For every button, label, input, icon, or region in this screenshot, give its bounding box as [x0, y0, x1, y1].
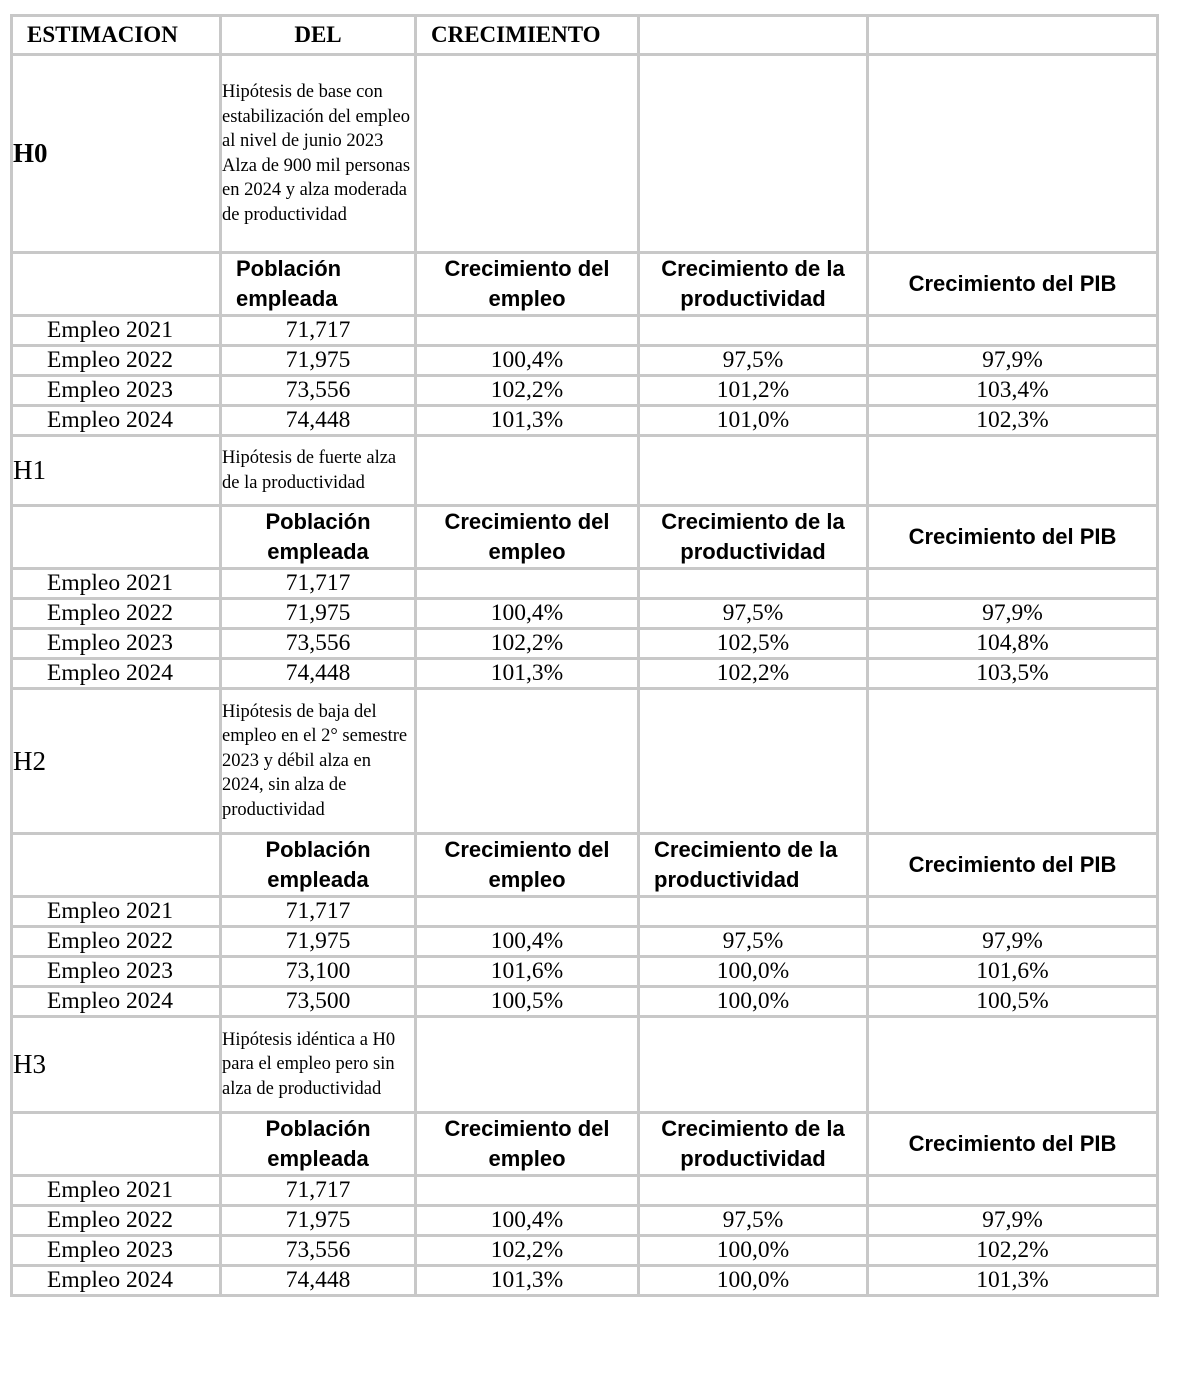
row-year-label: Empleo 2023: [12, 1236, 221, 1266]
cell-poblacion: 74,448: [221, 659, 416, 689]
row-year-label: Empleo 2021: [12, 1176, 221, 1206]
cell-poblacion: 73,556: [221, 1236, 416, 1266]
cell-crec-productividad: 102,2%: [639, 659, 868, 689]
empty-cell: [639, 1017, 868, 1113]
cell-crec-productividad: 101,0%: [639, 406, 868, 436]
cell-crec-pib: 101,3%: [868, 1266, 1158, 1296]
cell-crec-pib: 97,9%: [868, 599, 1158, 629]
hypothesis-row: [12, 55, 1158, 253]
cell-crec-productividad: 97,5%: [639, 599, 868, 629]
header-crecimiento-productividad: Crecimiento de la productividad: [639, 1113, 868, 1176]
empty-cell: [868, 436, 1158, 506]
column-header-row: [12, 253, 1158, 316]
title-word-2: DEL: [221, 16, 416, 55]
empty-cell: [868, 689, 1158, 834]
header-crecimiento-empleo: Crecimiento del empleo: [416, 834, 639, 897]
header-poblacion-empleada: Población empleada: [221, 834, 416, 897]
cell-crec-pib: [868, 1176, 1158, 1206]
cell-crec-empleo: 101,3%: [416, 659, 639, 689]
header-crecimiento-productividad: Crecimiento de la productividad: [639, 253, 868, 316]
table-row: [12, 927, 1158, 957]
cell-crec-pib: 97,9%: [868, 1206, 1158, 1236]
empty-cell: [416, 689, 639, 834]
column-header-row: [12, 1113, 1158, 1176]
empty-cell: [639, 436, 868, 506]
cell-crec-empleo: 102,2%: [416, 376, 639, 406]
cell-crec-pib: 102,2%: [868, 1236, 1158, 1266]
cell-crec-productividad: 100,0%: [639, 1236, 868, 1266]
cell-crec-empleo: 101,3%: [416, 1266, 639, 1296]
table-row: [12, 897, 1158, 927]
cell-crec-empleo: 100,4%: [416, 927, 639, 957]
row-year-label: Empleo 2024: [12, 406, 221, 436]
cell-crec-pib: [868, 569, 1158, 599]
hypothesis-description: Hipótesis idéntica a H0 para el empleo pero sin alza de productividad: [221, 1017, 416, 1113]
row-year-label: Empleo 2023: [12, 629, 221, 659]
cell-crec-productividad: 100,0%: [639, 1266, 868, 1296]
cell-crec-productividad: [639, 1176, 868, 1206]
empty-cell: [868, 1017, 1158, 1113]
cell-crec-pib: 100,5%: [868, 987, 1158, 1017]
cell-crec-empleo: [416, 897, 639, 927]
header-poblacion-empleada: Población empleada: [221, 253, 416, 316]
table-row: [12, 599, 1158, 629]
empty-cell: [868, 55, 1158, 253]
empty-cell: [12, 834, 221, 897]
cell-crec-pib: 101,6%: [868, 957, 1158, 987]
column-header-row: [12, 506, 1158, 569]
cell-poblacion: 71,975: [221, 1206, 416, 1236]
row-year-label: Empleo 2023: [12, 957, 221, 987]
cell-crec-empleo: 100,5%: [416, 987, 639, 1017]
empty-cell: [12, 506, 221, 569]
header-crecimiento-productividad: Crecimiento de la productividad: [639, 834, 868, 897]
cell-crec-productividad: 97,5%: [639, 927, 868, 957]
empty-cell: [868, 16, 1158, 55]
empty-cell: [639, 55, 868, 253]
empty-cell: [416, 436, 639, 506]
cell-poblacion: 71,975: [221, 927, 416, 957]
header-crecimiento-productividad: Crecimiento de la productividad: [639, 506, 868, 569]
row-year-label: Empleo 2024: [12, 987, 221, 1017]
table-row: [12, 987, 1158, 1017]
cell-crec-productividad: 102,5%: [639, 629, 868, 659]
row-year-label: Empleo 2023: [12, 376, 221, 406]
cell-crec-productividad: 97,5%: [639, 346, 868, 376]
header-poblacion-empleada: Población empleada: [221, 506, 416, 569]
table-row: [12, 346, 1158, 376]
row-year-label: Empleo 2022: [12, 599, 221, 629]
cell-crec-productividad: [639, 897, 868, 927]
cell-crec-empleo: 100,4%: [416, 346, 639, 376]
cell-crec-pib: [868, 897, 1158, 927]
empty-cell: [639, 16, 868, 55]
table-row: [12, 1266, 1158, 1296]
cell-crec-productividad: 97,5%: [639, 1206, 868, 1236]
cell-crec-productividad: 100,0%: [639, 987, 868, 1017]
cell-poblacion: 73,556: [221, 376, 416, 406]
row-year-label: Empleo 2021: [12, 316, 221, 346]
empty-cell: [12, 253, 221, 316]
header-crecimiento-empleo: Crecimiento del empleo: [416, 1113, 639, 1176]
row-year-label: Empleo 2021: [12, 569, 221, 599]
table-row: [12, 316, 1158, 346]
cell-poblacion: 73,556: [221, 629, 416, 659]
cell-poblacion: 74,448: [221, 1266, 416, 1296]
row-year-label: Empleo 2022: [12, 927, 221, 957]
empty-cell: [639, 689, 868, 834]
hypothesis-label: H0: [12, 55, 221, 253]
cell-poblacion: 73,500: [221, 987, 416, 1017]
cell-poblacion: 71,717: [221, 569, 416, 599]
cell-crec-empleo: 102,2%: [416, 1236, 639, 1266]
table-row: [12, 659, 1158, 689]
cell-crec-pib: 97,9%: [868, 346, 1158, 376]
table-body: [12, 16, 1158, 1296]
table-row: [12, 1236, 1158, 1266]
hypothesis-row: [12, 436, 1158, 506]
cell-crec-pib: 102,3%: [868, 406, 1158, 436]
cell-crec-pib: 103,4%: [868, 376, 1158, 406]
header-crecimiento-pib: Crecimiento del PIB: [868, 253, 1158, 316]
empty-cell: [416, 1017, 639, 1113]
header-crecimiento-pib: Crecimiento del PIB: [868, 1113, 1158, 1176]
cell-crec-productividad: [639, 569, 868, 599]
table-row: [12, 569, 1158, 599]
table-row: [12, 376, 1158, 406]
row-year-label: Empleo 2021: [12, 897, 221, 927]
title-row: [12, 16, 1158, 55]
header-crecimiento-empleo: Crecimiento del empleo: [416, 253, 639, 316]
column-header-row: [12, 834, 1158, 897]
hypothesis-description: Hipótesis de fuerte alza de la productividad: [221, 436, 416, 506]
title-word-3: CRECIMIENTO: [416, 16, 639, 55]
cell-poblacion: 71,717: [221, 1176, 416, 1206]
title-word-1: ESTIMACION: [12, 16, 221, 55]
cell-crec-productividad: 100,0%: [639, 957, 868, 987]
cell-crec-pib: 103,5%: [868, 659, 1158, 689]
cell-crec-empleo: [416, 316, 639, 346]
header-crecimiento-pib: Crecimiento del PIB: [868, 834, 1158, 897]
cell-crec-empleo: 100,4%: [416, 1206, 639, 1236]
header-crecimiento-pib: Crecimiento del PIB: [868, 506, 1158, 569]
cell-crec-empleo: [416, 1176, 639, 1206]
row-year-label: Empleo 2022: [12, 346, 221, 376]
empty-cell: [416, 55, 639, 253]
hypothesis-row: [12, 1017, 1158, 1113]
hypothesis-row: [12, 689, 1158, 834]
cell-poblacion: 71,717: [221, 316, 416, 346]
table-row: [12, 1206, 1158, 1236]
table-row: [12, 957, 1158, 987]
cell-crec-productividad: 101,2%: [639, 376, 868, 406]
cell-crec-pib: 97,9%: [868, 927, 1158, 957]
cell-crec-pib: 104,8%: [868, 629, 1158, 659]
header-poblacion-empleada: Población empleada: [221, 1113, 416, 1176]
cell-crec-productividad: [639, 316, 868, 346]
table-row: [12, 1176, 1158, 1206]
hypothesis-label: H1: [12, 436, 221, 506]
cell-crec-empleo: 102,2%: [416, 629, 639, 659]
hypothesis-label: H2: [12, 689, 221, 834]
cell-crec-pib: [868, 316, 1158, 346]
table-row: [12, 406, 1158, 436]
hypothesis-description: Hipótesis de base con estabilización del empleo al nivel de junio 2023 Alza de 900 mil personas en 2024 y alza moderada de productividad: [221, 55, 416, 253]
row-year-label: Empleo 2024: [12, 1266, 221, 1296]
growth-estimation-table: [10, 14, 1159, 1297]
cell-crec-empleo: 100,4%: [416, 599, 639, 629]
cell-crec-empleo: 101,6%: [416, 957, 639, 987]
cell-crec-empleo: 101,3%: [416, 406, 639, 436]
cell-poblacion: 73,100: [221, 957, 416, 987]
empty-cell: [12, 1113, 221, 1176]
cell-poblacion: 71,717: [221, 897, 416, 927]
hypothesis-label: H3: [12, 1017, 221, 1113]
cell-poblacion: 74,448: [221, 406, 416, 436]
row-year-label: Empleo 2022: [12, 1206, 221, 1236]
row-year-label: Empleo 2024: [12, 659, 221, 689]
header-crecimiento-empleo: Crecimiento del empleo: [416, 506, 639, 569]
cell-crec-empleo: [416, 569, 639, 599]
table-row: [12, 629, 1158, 659]
hypothesis-description: Hipótesis de baja del empleo en el 2° semestre 2023 y débil alza en 2024, sin alza de productividad: [221, 689, 416, 834]
cell-poblacion: 71,975: [221, 599, 416, 629]
cell-poblacion: 71,975: [221, 346, 416, 376]
